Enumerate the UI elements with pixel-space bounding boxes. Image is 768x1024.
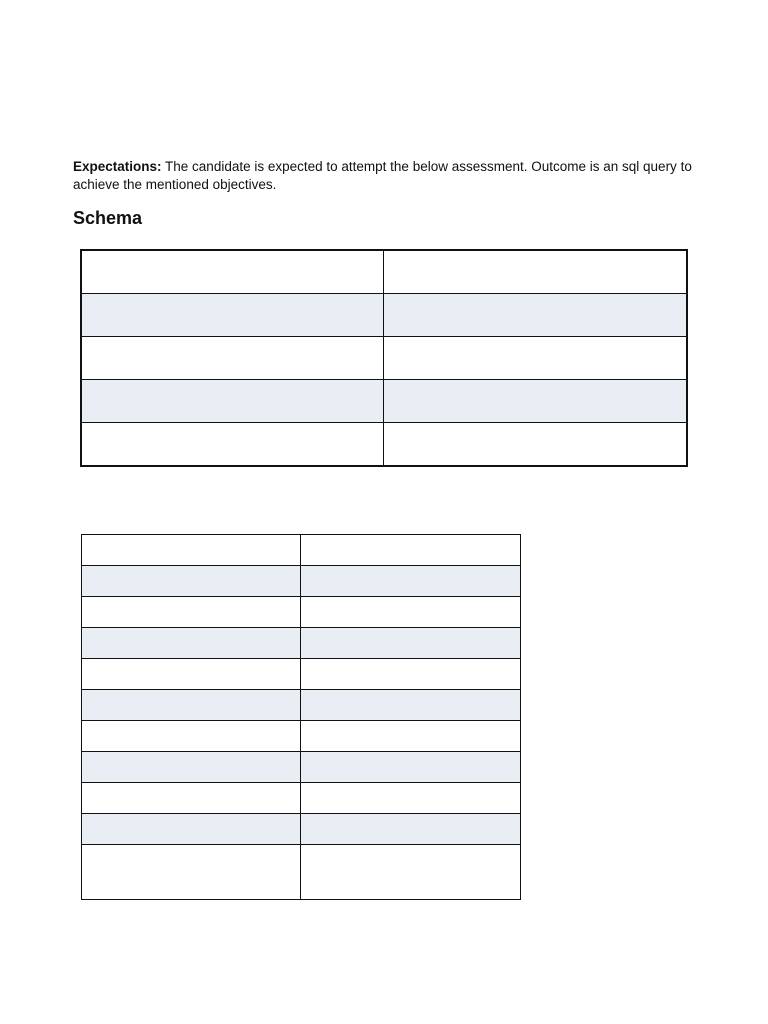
table-cell [384, 423, 688, 467]
table-row [82, 566, 521, 597]
table-cell [82, 597, 301, 628]
table-cell [301, 783, 521, 814]
table-row [81, 380, 687, 423]
table-cell [82, 535, 301, 566]
table-cell [81, 423, 384, 467]
table-row [82, 597, 521, 628]
table-cell [301, 566, 521, 597]
table-cell [82, 814, 301, 845]
table-cell [301, 845, 521, 900]
table-row [81, 423, 687, 467]
schema-table-2 [81, 534, 521, 900]
table-cell [301, 659, 521, 690]
expectations-label: Expectations: [73, 159, 162, 174]
expectations-text: The candidate is expected to attempt the below assessment. Outcome is an sql query to achieve the mentioned objectives. [73, 159, 692, 192]
table-cell [82, 721, 301, 752]
table-cell [82, 752, 301, 783]
table-cell [301, 597, 521, 628]
table-cell [82, 566, 301, 597]
table-cell [81, 380, 384, 423]
schema-heading: Schema [73, 208, 143, 228]
table-row [82, 845, 521, 900]
table-cell [81, 294, 384, 337]
table-cell [82, 690, 301, 721]
table-cell [384, 294, 688, 337]
table-row [82, 752, 521, 783]
table-row [81, 337, 687, 380]
schema-table-1 [80, 249, 688, 467]
table-cell [384, 250, 688, 294]
table-cell [384, 380, 688, 423]
expectations-paragraph [73, 158, 693, 194]
table-row [81, 294, 687, 337]
table-row [82, 783, 521, 814]
table-cell [301, 721, 521, 752]
table-row [82, 721, 521, 752]
table-cell [384, 337, 688, 380]
table-row [81, 250, 687, 294]
table-cell [82, 659, 301, 690]
table-cell [82, 783, 301, 814]
table-cell [301, 690, 521, 721]
table-row [82, 659, 521, 690]
table-row [82, 814, 521, 845]
table-cell [301, 752, 521, 783]
table-cell [82, 845, 301, 900]
table-cell [81, 250, 384, 294]
table-cell [301, 628, 521, 659]
table-cell [301, 814, 521, 845]
table-cell [82, 628, 301, 659]
table-row [82, 628, 521, 659]
table-cell [301, 535, 521, 566]
table-row [82, 690, 521, 721]
table-cell [81, 337, 384, 380]
table-row [82, 535, 521, 566]
